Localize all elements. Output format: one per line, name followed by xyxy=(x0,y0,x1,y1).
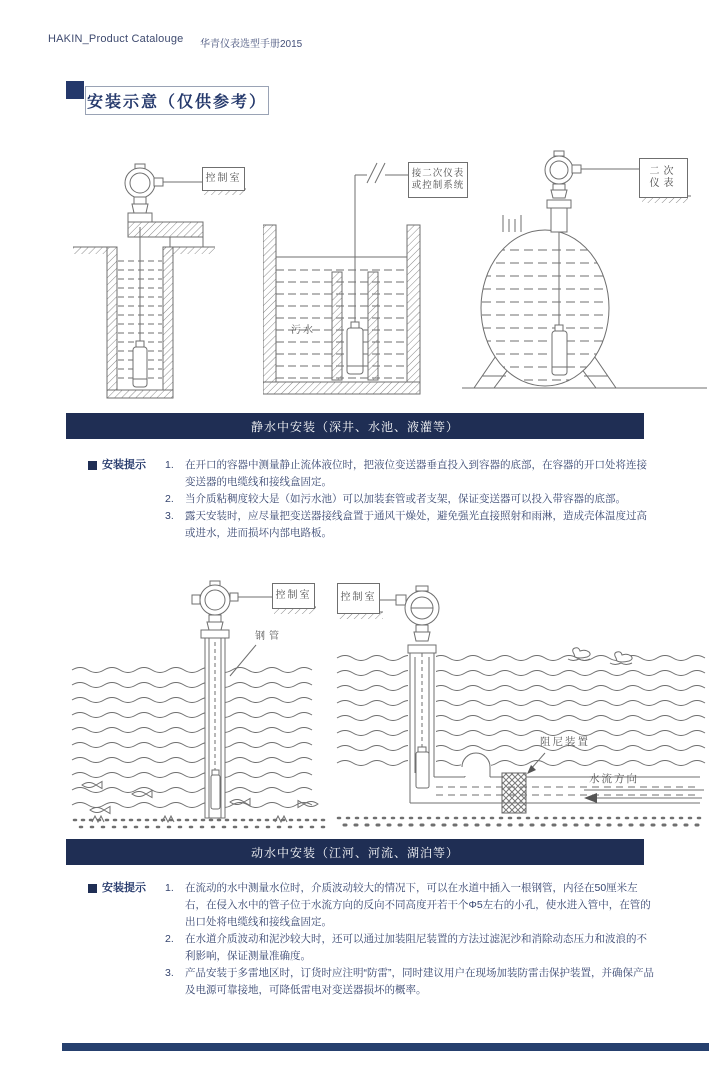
banner-static-water: 静水中安装（深井、水池、液灌等） xyxy=(66,413,644,439)
item-text: 当介质粘稠度较大是（如污水池）可以加装套管或者支架，保证变送器可以投入带容器的底部。 xyxy=(185,493,626,505)
item-number: 1. xyxy=(165,882,174,894)
item-text: 在流动的水中测量水位时，介质波动较大的情况下，可以在水道中插入一根钢管，内径在50厘米左右，在侵入水中的管子位于水流方向的反向不同高度开若干个Φ5左右的小孔，使水进入管中，在管的出口处将电缆线和接线盒固定。 xyxy=(185,882,651,928)
item-number: 3. xyxy=(165,510,174,522)
section-title-box xyxy=(85,86,269,115)
item-text: 产品安装于多雷地区时，订货时应注明“防雷”，同时建议用户在现场加装防雷击保护装置，并确保产品及电源可靠接地，可降低雷电对变送器损坏的概率。 xyxy=(185,967,654,996)
control-room-box-channel xyxy=(337,583,380,614)
tips-list xyxy=(165,457,656,542)
bullet-square-icon xyxy=(88,461,97,470)
tips-flowing-water xyxy=(88,880,656,999)
list-item xyxy=(165,880,656,931)
bullet-square-icon xyxy=(88,884,97,893)
secondary-meter-box xyxy=(639,158,688,198)
list-item xyxy=(165,508,656,542)
steel-pipe-label: 钢管 xyxy=(255,631,283,642)
control-room-label: 控制室 xyxy=(205,172,242,184)
item-number: 2. xyxy=(165,493,174,505)
control-room-box xyxy=(202,167,245,191)
banner-flowing-water: 动水中安装（江河、河流、湖泊等） xyxy=(66,839,644,865)
list-item xyxy=(165,491,656,508)
secondary-instrument-line1: 接二次仪表 xyxy=(411,168,465,180)
list-item xyxy=(165,457,656,491)
title-accent-square-icon xyxy=(66,81,84,99)
tips-header xyxy=(88,880,165,999)
item-number: 1. xyxy=(165,459,174,471)
footer-rule xyxy=(62,1043,709,1051)
item-text: 在水道介质波动和泥沙较大时，还可以通过加装阻尼装置的方法过滤泥沙和消除动态压力和波浪的不利影响，保证测量准确度。 xyxy=(185,933,647,962)
item-number: 3. xyxy=(165,967,174,979)
tips-header xyxy=(88,457,165,542)
sewage-water-label: 污水 xyxy=(291,325,315,336)
list-item xyxy=(165,965,656,999)
secondary-instrument-box xyxy=(408,162,468,198)
list-item xyxy=(165,931,656,965)
secondary-meter-line2: 仪表 xyxy=(649,178,678,189)
item-text: 露天安装时，应尽量把变送器接线盒置于通风干燥处，避免强光直接照射和雨淋，造成壳体温度过高或进水，进而损坏内部电路板。 xyxy=(185,510,647,539)
brand-text: HAKIN_Product Catalouge xyxy=(48,33,184,45)
control-room-label-channel: 控制室 xyxy=(340,592,377,604)
flow-direction-label: 水流方向 xyxy=(589,773,639,785)
control-room-box-river xyxy=(272,583,315,609)
page-title: 安装示意（仅供参考） xyxy=(86,94,267,111)
manual-title: 华青仪表选型手册2015 xyxy=(200,39,303,50)
secondary-instrument-line2: 或控制系统 xyxy=(411,180,465,191)
tips-list xyxy=(165,880,656,999)
control-room-label-river: 控制室 xyxy=(275,589,312,601)
secondary-meter-line1: 二次 xyxy=(649,165,678,177)
tips-label: 安装提示 xyxy=(102,882,146,894)
diagram-river-pipe-installation xyxy=(70,570,332,835)
item-number: 2. xyxy=(165,933,174,945)
diagram-channel-damper-installation xyxy=(332,570,707,835)
item-text: 在开口的容器中测量静止流体液位时，把液位变送器垂直投入到容器的底部，在容器的开口处将连接变送器的电缆线和接线盒固定。 xyxy=(185,459,647,488)
tips-static-water xyxy=(88,457,656,542)
damping-device-label: 阻尼装置 xyxy=(540,736,590,748)
tips-label: 安装提示 xyxy=(102,459,146,471)
